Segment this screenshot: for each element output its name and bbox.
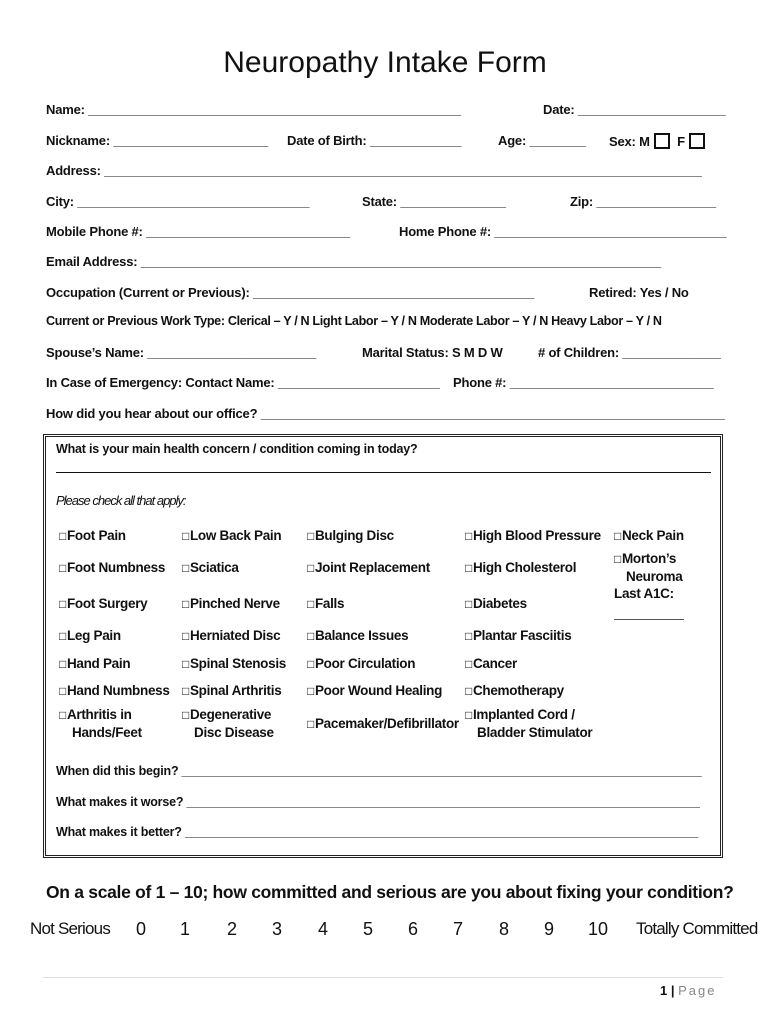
checkbox-icon: □ <box>182 708 189 722</box>
referral-field[interactable]: How did you hear about our office? __________________________________________________________________ <box>46 406 725 421</box>
page-number: 1 <box>660 983 668 998</box>
checkbox-high-blood-pressure[interactable]: □High Blood Pressure <box>465 528 601 543</box>
checkbox-icon: □ <box>465 561 472 575</box>
checkbox-foot-surgery[interactable]: □Foot Surgery <box>59 596 148 611</box>
concern-question: What is your main health concern / condition coming in today? <box>56 442 418 456</box>
checkbox-pacemaker[interactable]: □Pacemaker/Defibrillator <box>307 716 459 731</box>
checkbox-degenerative-disc[interactable]: □Degenerative <box>182 707 272 722</box>
worse-field[interactable]: What makes it worse? ____________________________________________________________________________ <box>56 795 700 809</box>
checkbox-high-cholesterol[interactable]: □High Cholesterol <box>465 560 577 575</box>
page-footer <box>660 983 717 998</box>
checkbox-hand-numbness[interactable]: □Hand Numbness <box>59 683 170 698</box>
children-field[interactable]: # of Children: ______________ <box>538 345 721 360</box>
checkbox-icon: □ <box>59 657 66 671</box>
scale-option[interactable]: 6 <box>408 919 419 939</box>
checkbox-icon: □ <box>307 717 314 731</box>
sex-field <box>609 133 709 149</box>
checkbox-foot-numbness[interactable]: □Foot Numbness <box>59 560 166 575</box>
checkbox-icon: □ <box>465 629 472 643</box>
scale-option[interactable]: 5 <box>363 919 374 939</box>
zip-field[interactable]: Zip: _________________ <box>570 194 716 209</box>
checkbox-icon: □ <box>465 684 472 698</box>
scale-high-label: Totally Committed <box>636 919 758 938</box>
checkbox-icon: □ <box>59 684 66 698</box>
checkbox-icon: □ <box>465 708 472 722</box>
checkbox-icon: □ <box>307 529 314 543</box>
checkbox-poor-wound-healing[interactable]: □Poor Wound Healing <box>307 683 443 698</box>
age-field[interactable]: Age: ________ <box>498 133 586 148</box>
checkbox-icon: □ <box>59 561 66 575</box>
begin-field[interactable]: When did this begin? _____________________________________________________________________________ <box>56 764 702 778</box>
nickname-field[interactable]: Nickname: ______________________ <box>46 133 269 148</box>
last-a1c-label: Last A1C: <box>614 586 674 601</box>
checkbox-icon: □ <box>307 597 314 611</box>
checkbox-diabetes[interactable]: □Diabetes <box>465 596 527 611</box>
checkbox-icon: □ <box>182 597 189 611</box>
state-field[interactable]: State: _______________ <box>362 194 506 209</box>
checkbox-icon: □ <box>59 597 66 611</box>
scale-option[interactable]: 2 <box>227 919 238 939</box>
checkbox-icon: □ <box>59 629 66 643</box>
checkbox-herniated-disc[interactable]: □Herniated Disc <box>182 628 281 643</box>
scale-low-label: Not Serious <box>30 919 111 938</box>
checkbox-leg-pain[interactable]: □Leg Pain <box>59 628 121 643</box>
scale-option[interactable]: 4 <box>318 919 329 939</box>
checkbox-icon: □ <box>182 629 189 643</box>
checkbox-icon: □ <box>59 529 66 543</box>
scale-option[interactable]: 10 <box>588 919 609 939</box>
checkbox-hand-pain[interactable]: □Hand Pain <box>59 656 131 671</box>
page-separator: | <box>670 983 675 998</box>
sex-m-checkbox[interactable] <box>654 133 670 149</box>
occupation-field[interactable]: Occupation (Current or Previous): ________________________________________ <box>46 285 535 300</box>
checkbox-poor-circulation[interactable]: □Poor Circulation <box>307 656 416 671</box>
concern-answer-line[interactable] <box>56 472 711 473</box>
commitment-question: On a scale of 1 – 10; how committed and serious are you about fixing your condition? <box>46 882 734 902</box>
checkbox-foot-pain[interactable]: □Foot Pain <box>59 528 126 543</box>
scale-option[interactable]: 7 <box>453 919 464 939</box>
sex-f-checkbox[interactable] <box>689 133 705 149</box>
checkbox-joint-replacement[interactable]: □Joint Replacement <box>307 560 430 575</box>
name-field[interactable]: Name: _____________________________________________________ <box>46 102 461 117</box>
checkbox-icon: □ <box>614 529 621 543</box>
checkbox-plantar-fasciitis[interactable]: □Plantar Fasciitis <box>465 628 572 643</box>
degenerative-line2: Disc Disease <box>194 725 274 740</box>
check-all-label: Please check all that apply: <box>56 493 186 508</box>
checkbox-sciatica[interactable]: □Sciatica <box>182 560 239 575</box>
checkbox-spinal-stenosis[interactable]: □Spinal Stenosis <box>182 656 286 671</box>
checkbox-spinal-arthritis[interactable]: □Spinal Arthritis <box>182 683 282 698</box>
checkbox-falls[interactable]: □Falls <box>307 596 345 611</box>
arthritis-line2: Hands/Feet <box>72 725 142 740</box>
checkbox-icon: □ <box>182 657 189 671</box>
checkbox-icon: □ <box>307 561 314 575</box>
email-field[interactable]: Email Address: __________________________________________________________________________ <box>46 254 661 269</box>
checkbox-neck-pain[interactable]: □Neck Pain <box>614 528 684 543</box>
home-phone-field[interactable]: Home Phone #: _________________________________ <box>399 224 727 239</box>
checkbox-mortons-neuroma[interactable]: □Morton’s <box>614 551 677 566</box>
checkbox-icon: □ <box>307 657 314 671</box>
implanted-line2: Bladder Stimulator <box>477 725 593 740</box>
address-field[interactable]: Address: _____________________________________________________________________________________ <box>46 163 702 178</box>
page-word: Page <box>678 983 717 998</box>
scale-option[interactable]: 9 <box>544 919 555 939</box>
checkbox-icon: □ <box>307 629 314 643</box>
checkbox-icon: □ <box>465 529 472 543</box>
emergency-contact-field[interactable]: In Case of Emergency: Contact Name: _______________________ <box>46 375 440 390</box>
checkbox-balance-issues[interactable]: □Balance Issues <box>307 628 409 643</box>
checkbox-icon: □ <box>182 561 189 575</box>
better-field[interactable]: What makes it better? ____________________________________________________________________________ <box>56 825 699 839</box>
checkbox-implanted-stimulator[interactable]: □Implanted Cord / <box>465 707 575 722</box>
scale-option[interactable]: 0 <box>136 919 147 939</box>
checkbox-low-back-pain[interactable]: □Low Back Pain <box>182 528 282 543</box>
retired-field[interactable]: Retired: Yes / No <box>589 285 689 300</box>
footer-divider <box>43 977 723 978</box>
scale-option[interactable]: 1 <box>180 919 191 939</box>
marital-status-field[interactable]: Marital Status: S M D W <box>362 345 503 360</box>
checkbox-icon: □ <box>182 529 189 543</box>
mobile-phone-field[interactable]: Mobile Phone #: _____________________________ <box>46 224 350 239</box>
sex-f-label: F <box>677 134 685 149</box>
checkbox-arthritis-hands-feet[interactable]: □Arthritis in <box>59 707 132 722</box>
checkbox-chemotherapy[interactable]: □Chemotherapy <box>465 683 564 698</box>
spouse-field[interactable]: Spouse’s Name: ________________________ <box>46 345 316 360</box>
checkbox-icon: □ <box>182 684 189 698</box>
checkbox-icon: □ <box>614 552 621 566</box>
sex-m-label: Sex: M <box>609 134 650 149</box>
date-field[interactable]: Date: _____________________ <box>543 102 726 117</box>
checkbox-icon: □ <box>59 708 66 722</box>
scale-option[interactable]: 3 <box>272 919 283 939</box>
scale-option[interactable]: 8 <box>499 919 510 939</box>
mortons-neuroma-line2: Neuroma <box>626 569 683 584</box>
checkbox-bulging-disc[interactable]: □Bulging Disc <box>307 528 394 543</box>
dob-field[interactable]: Date of Birth: _____________ <box>287 133 462 148</box>
checkbox-icon: □ <box>465 597 472 611</box>
checkbox-cancer[interactable]: □Cancer <box>465 656 517 671</box>
city-field[interactable]: City: _________________________________ <box>46 194 310 209</box>
checkbox-icon: □ <box>307 684 314 698</box>
checkbox-pinched-nerve[interactable]: □Pinched Nerve <box>182 596 280 611</box>
emergency-phone-field[interactable]: Phone #: _____________________________ <box>453 375 714 390</box>
checkbox-icon: □ <box>465 657 472 671</box>
page-title: Neuropathy Intake Form <box>223 46 547 79</box>
last-a1c-input-line[interactable] <box>614 619 684 620</box>
work-type-field[interactable]: Current or Previous Work Type: Clerical – Y / N Light Labor – Y / N Moderate Labor – Y / N Heavy Labor – Y / N <box>46 314 662 328</box>
